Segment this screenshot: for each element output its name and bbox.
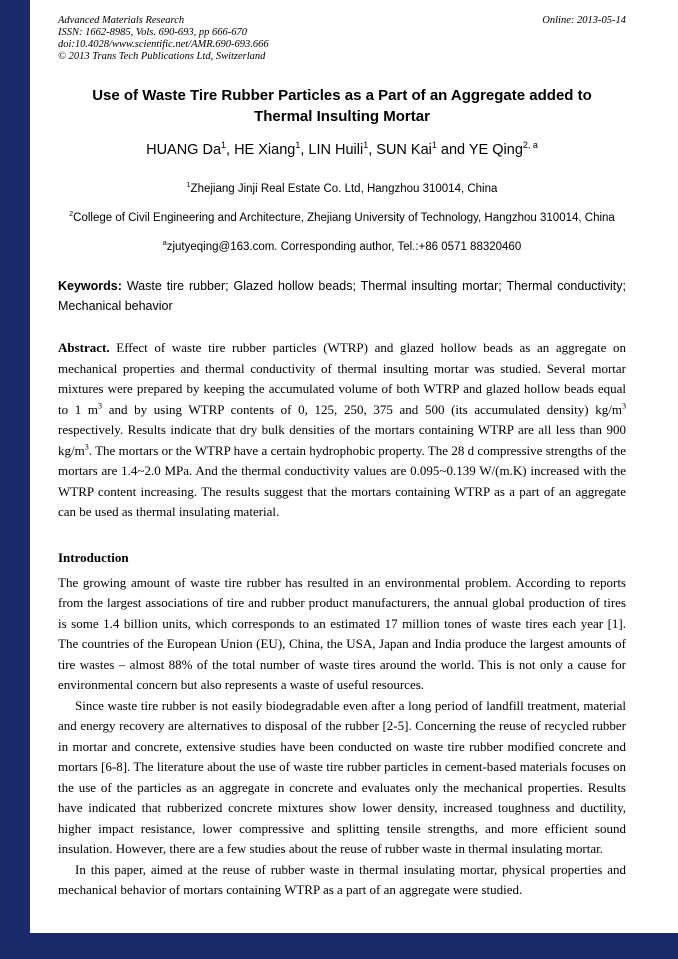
paper-page <box>30 0 678 933</box>
introduction-paragraph-1: The growing amount of waste tire rubber has resulted in an environmental problem. According to reports from the largest associations of tire and rubber product manufacturers, the annual global production of tires is some 1.4 billion units, which corresponds to an estimated 17 million tones of waste tires each year [1]. The countries of the European Union (EU), China, the USA, Japan and India produce the largest amounts of tire wastes – almost 88% of the total number of waste tires around the world. This is not only a cause for environmental concern but also represents a waste of useful resources. <box>58 574 626 692</box>
journal-header <box>58 15 626 63</box>
abstract-paragraph: Abstract. Effect of waste tire rubber particles (WTRP) and glazed hollow beads as an aggregate on mechanical properties and thermal conductivity of thermal insulting mortar was studied. Several mortar mixtures were prepared by keeping the accumulated volume of both WTRP and glazed hollow beads equal to 1 $m^3$ and by using WTRP contents of 0, 125, 250, 375 and 500 (its accumulated density) $kg/m^3$ respectively. Results indicate that dry bulk densities of the mortars containing WTRP are all less than 900 $kg/m^3$. The mortars or the WTRP have a certain hydrophobic property. The 28 d compressive strengths of the mortars are 1.4~2.0 MPa. And the thermal conductivity values are 0.095~0.139 W/(m.K) increased with the WTRP content increasing. The results suggest that the mortars containing WTRP as a part of an aggregate can be used as thermal insulating material. <box>58 340 626 519</box>
affiliation-1: $^1$Zhejiang Jinji Real Estate Co. Ltd, Hangzhou 310014, China <box>186 181 498 195</box>
corresponding-author-line: $^a$zjutyeqing@163.com. Corresponding author, Tel.:+86 0571 88320460 <box>162 239 522 253</box>
introduction-paragraph-2: Since waste tire rubber is not easily biodegradable even after a long period of landfill treatment, material and energy recovery are alternatives to disposal of the rubber [2-5]. Concerning the reuse of recycled rubber in mortar and concrete, extensive studies have been conducted on waste tire rubber modified concrete and mortars [6-8]. The literature about the use of waste tire rubber particles in cement-based materials focuses on the use of the particles as an aggregate in concrete and evaluates only the mechanical properties. Results have indicated that rubberized concrete mixtures show lower density, increased toughness and ductility, higher impact resistance, lower compressive and splitting tensile strengths, and more efficient sound insulation. However, there are a few studies about the reuse of rubber waste in thermal insulating mortar. <box>58 697 626 856</box>
paper-title <box>58 85 626 127</box>
journal-title: Advanced Materials Research <box>58 15 185 26</box>
authors-line: HUANG Da$^1$, HE Xiang$^1$, LIN Huili$^1$, SUN Kai$^1$ and YE Qing$^{2, a}$ <box>146 140 538 158</box>
online-date: Online: 2013-05-14 <box>542 15 626 26</box>
section-heading-introduction: Introduction <box>58 549 129 565</box>
journal-header-left <box>58 15 269 63</box>
paper-title-line-2: Thermal Insulting Mortar <box>254 108 430 125</box>
introduction-paragraph-3: In this paper, aimed at the reuse of rubber waste in thermal insulating mortar, physical properties and mechanical behavior of mortars containing WTRP as a part of an aggregate were studied. <box>58 861 626 897</box>
paper-title-line-1: Use of Waste Tire Rubber Particles as a Part of an Aggregate added to <box>92 87 592 104</box>
keywords-line: Keywords: Waste tire rubber; Glazed hollow beads; Thermal insulting mortar; Thermal conductivity; Mechanical behavior <box>58 279 626 313</box>
journal-copyright-line: © 2013 Trans Tech Publications Ltd, Switzerland <box>58 51 266 62</box>
journal-issn-line: ISSN: 1662-8985, Vols. 690-693, pp 666-670 <box>58 27 247 38</box>
affiliation-2: $^2$College of Civil Engineering and Architecture, Zhejiang University of Technology, Hangzhou 310014, China <box>69 210 615 224</box>
journal-doi-line: doi:10.4028/www.scientific.net/AMR.690-693.666 <box>58 39 269 50</box>
